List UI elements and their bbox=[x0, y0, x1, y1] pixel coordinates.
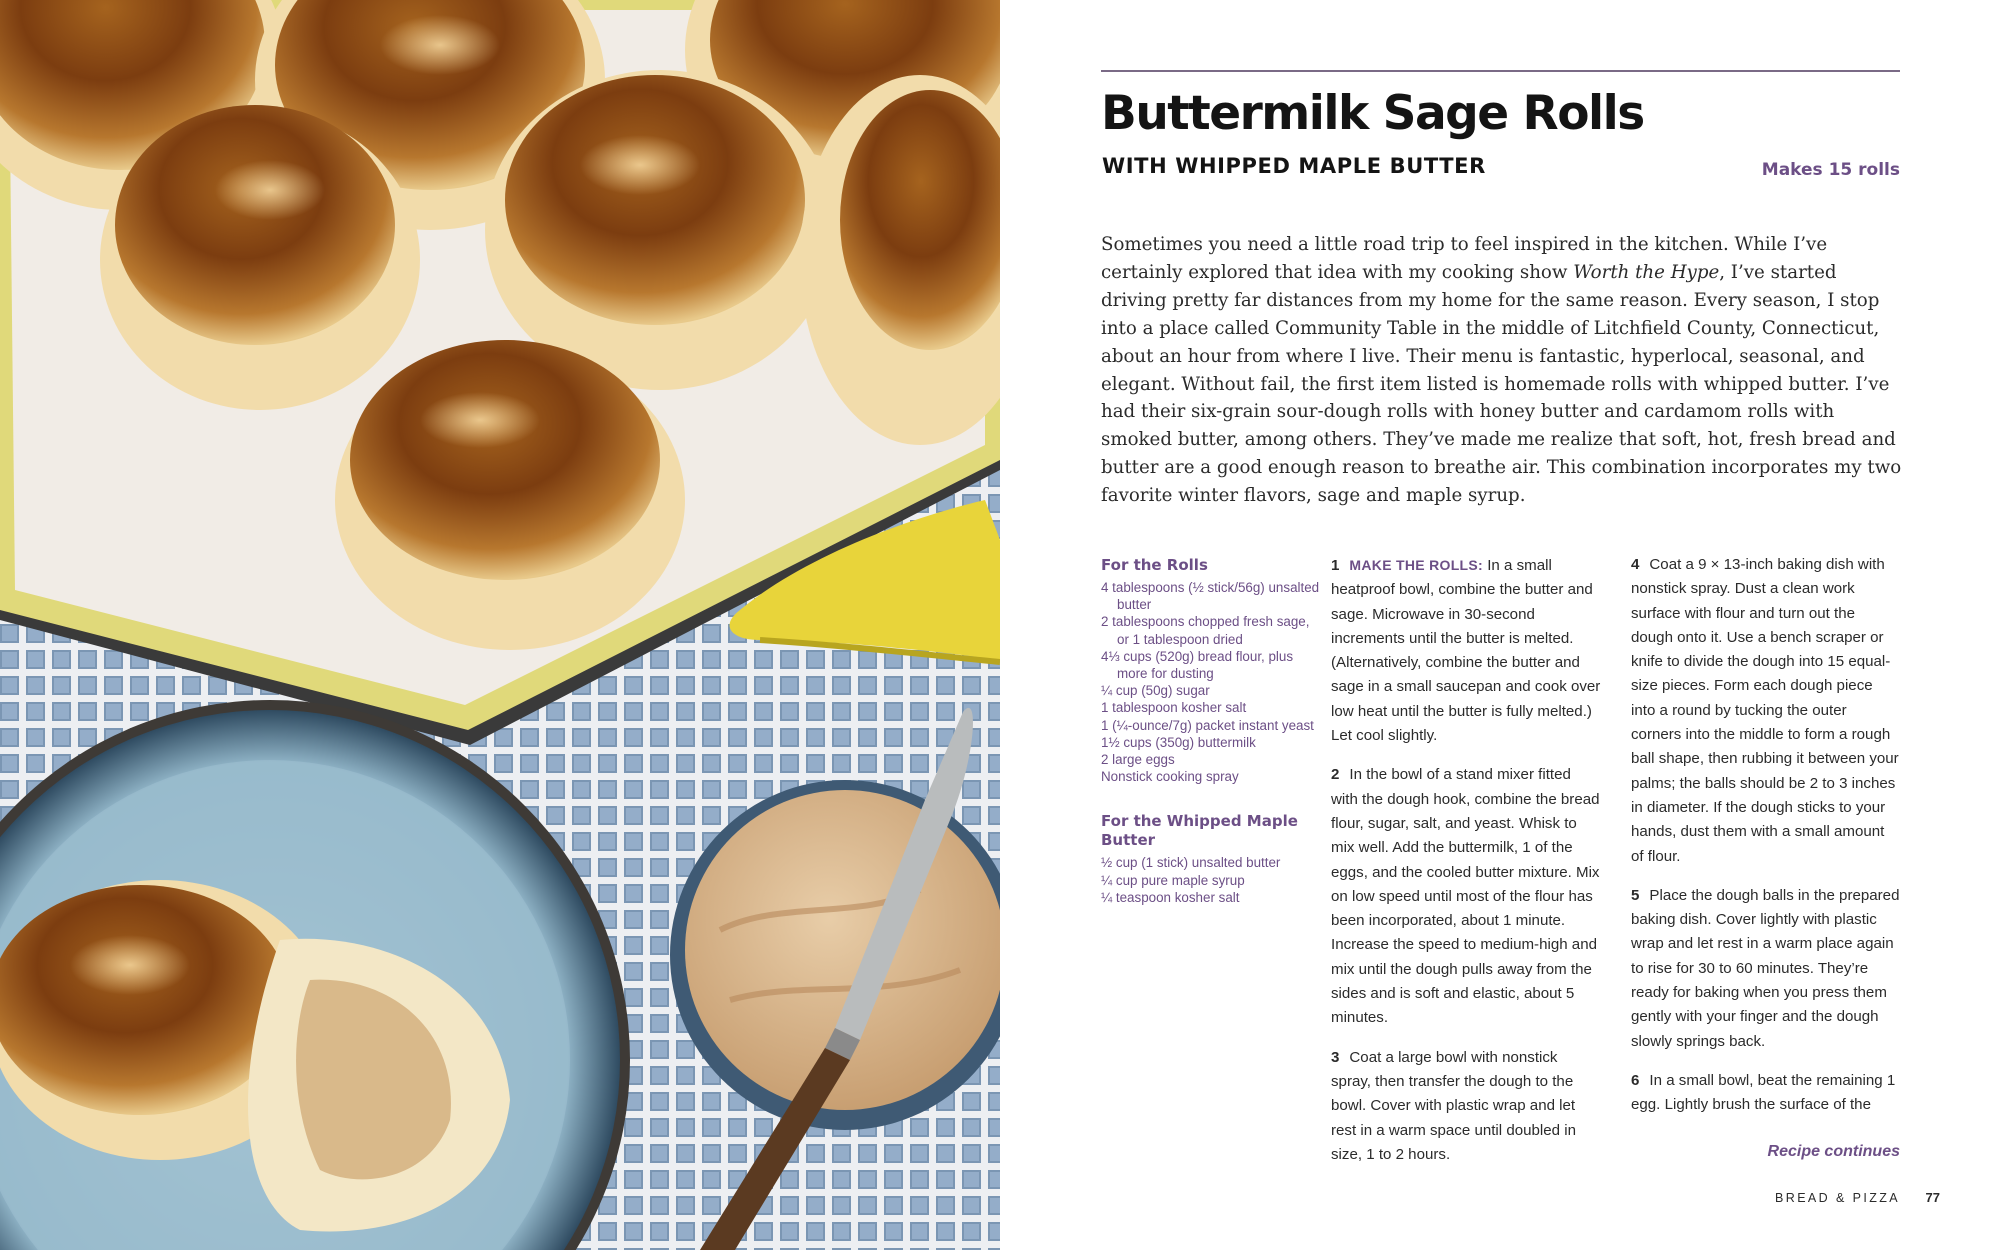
step-1 bbox=[1331, 553, 1601, 748]
ingredient-item: 1 (¼-ounce/7g) packet instant yeast bbox=[1101, 717, 1314, 733]
step-6 bbox=[1631, 1069, 1901, 1118]
ingredient-item: 2 large eggs bbox=[1101, 752, 1175, 768]
recipe-page bbox=[1000, 0, 2000, 1250]
step-number: 1 bbox=[1331, 557, 1340, 574]
step-text: In a small heatproof bowl, combine the butter and sage. Microwave in 30-second increments until the butter is melted. (Alternatively, combine the butter and sage in a small saucepan and cook over low heat until the butter is fully melted.) Let cool slightly. bbox=[1331, 557, 1601, 745]
ingredient-group-rolls bbox=[1101, 556, 1321, 785]
step-text: Place the dough balls in the prepared baking dish. Cover lightly with plastic wrap and let rest in a warm place again to rise for 30 to 60 minutes. They’re ready for baking when you press them gently with your finger and the dough slowly springs back. bbox=[1631, 886, 1900, 1050]
method-column-1 bbox=[1331, 553, 1601, 1182]
ingredient-item: ¼ cup pure maple syrup bbox=[1101, 872, 1245, 888]
step-number: 5 bbox=[1631, 886, 1640, 904]
ingredient-item: Nonstick cooking spray bbox=[1101, 769, 1239, 785]
ingredient-item: 4 tablespoons (½ stick/56g) unsalted butter bbox=[1101, 580, 1320, 613]
headnote-part-2: , I’ve started driving pretty far distances from my home for the same reason. Every season, I stop into a place called Community Table in the middle of Litchfield County, Connecticut, about an hour from where I live. Their menu is fantastic, hyperlocal, seasonal, and elegant. Without fail, the first item listed is homemade rolls with whipped butter. I’ve had their six-grain sour-dough rolls with honey butter and cardamom rolls with smoked butter, among others. They’ve made me realize that soft, hot, fresh bread and butter are a good enough reason to breathe air. This combination incorporates my two favorite winter flavors, sage and maple syrup. bbox=[1101, 261, 1902, 507]
headnote-part-1: Sometimes you need a little road trip to feel inspired in the kitchen. While I’ve certainly explored that idea with my cooking show bbox=[1101, 234, 1828, 283]
recipe-title: Buttermilk Sage Rolls bbox=[1101, 86, 1644, 141]
step-number: 4 bbox=[1631, 556, 1640, 573]
page-number: 77 bbox=[1925, 1190, 1940, 1205]
title-rule bbox=[1101, 70, 1900, 72]
section-folio: BREAD & PIZZA bbox=[1775, 1191, 1900, 1205]
recipe-continues-note: Recipe continues bbox=[1767, 1143, 1900, 1160]
ingredient-item: 4⅓ cups (520g) bread flour, plus more for dusting bbox=[1101, 648, 1294, 682]
step-5 bbox=[1631, 884, 1901, 1054]
step-text: Coat a large bowl with nonstick spray, then transfer the dough to the bowl. Cover with plastic wrap and let rest in a warm space until doubled in size, 1 to 2 hours. bbox=[1331, 1048, 1576, 1163]
ingredient-item: 1½ cups (350g) buttermilk bbox=[1101, 734, 1256, 750]
ingredients-column bbox=[1101, 556, 1321, 906]
ingredient-item: ¼ teaspoon kosher salt bbox=[1101, 889, 1240, 905]
ingredient-group-maple-butter bbox=[1101, 812, 1321, 906]
method-column-2 bbox=[1631, 553, 1901, 1133]
step-text: In a small bowl, beat the remaining 1 egg. Lightly brush the surface of the bbox=[1631, 1071, 1896, 1114]
ingredient-list bbox=[1101, 579, 1321, 785]
step-text: In the bowl of a stand mixer fitted with the dough hook, combine the bread flour, sugar, salt, and yeast. Whisk to mix well. Add the buttermilk, 1 of the eggs, and the cooled butter mixture. Mix on low speed until most of the flour has been incorporated, about 1 minute. Increase the speed to medium-high and mix until the dough pulls away from the sides and is soft and elastic, about 5 minutes. bbox=[1331, 766, 1600, 1027]
step-lead: MAKE THE ROLLS: bbox=[1349, 557, 1484, 573]
ingredient-list bbox=[1101, 854, 1321, 906]
step-3 bbox=[1331, 1046, 1601, 1167]
recipe-yield: Makes 15 rolls bbox=[1761, 160, 1900, 180]
ingredient-item: ¼ cup (50g) sugar bbox=[1101, 683, 1210, 699]
step-text: Coat a 9 × 13-inch baking dish with nonstick spray. Dust a clean work surface with flour and turn out the dough onto it. Use a bench scraper or knife to divide the dough into 15 equal-size pieces. Form each dough piece into a round by tucking the outer corners into the middle to form a rough ball shape, then rubbing it between your palms; the balls should be 2 to 3 inches in diameter. If the dough sticks to your hands, dust them with a small amount of flour. bbox=[1631, 556, 1899, 865]
ingredient-item: 2 tablespoons chopped fresh sage, or 1 tablespoon dried bbox=[1101, 614, 1310, 647]
step-4 bbox=[1631, 553, 1901, 869]
step-number: 3 bbox=[1331, 1048, 1340, 1066]
recipe-subtitle: WITH WHIPPED MAPLE BUTTER bbox=[1102, 154, 1486, 178]
ingredient-item: 1 tablespoon kosher salt bbox=[1101, 700, 1247, 716]
ingredient-group-heading: For the Whipped Maple Butter bbox=[1101, 812, 1298, 850]
step-number: 2 bbox=[1331, 766, 1340, 784]
ingredient-group-heading: For the Rolls bbox=[1101, 556, 1208, 574]
ingredient-item: ½ cup (1 stick) unsalted butter bbox=[1101, 855, 1281, 871]
step-number: 6 bbox=[1631, 1071, 1640, 1089]
show-title: Worth the Hype bbox=[1573, 261, 1720, 283]
headnote bbox=[1101, 231, 1902, 510]
step-2 bbox=[1331, 763, 1601, 1030]
